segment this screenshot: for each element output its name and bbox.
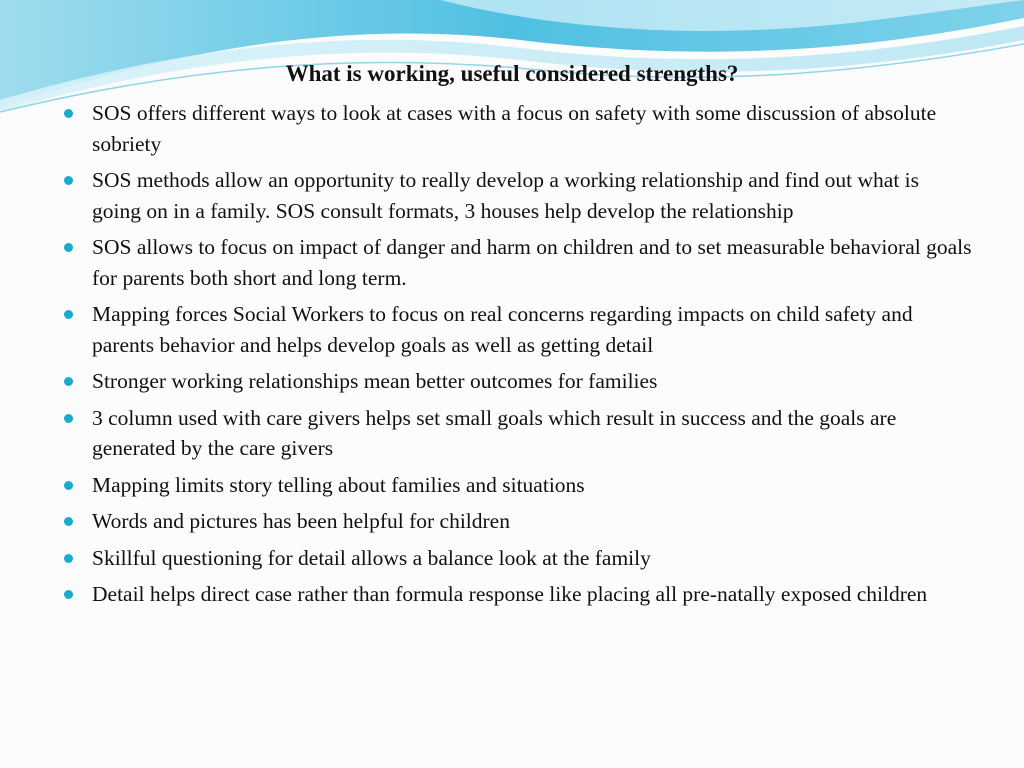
bullet-icon [64,517,73,526]
bullet-text: Skillful questioning for detail allows a balance look at the family [92,545,651,570]
bullet-text: SOS methods allow an opportunity to really develop a working relationship and find out what is going on in a family. SOS consult formats, 3 houses help develop the relationship [92,168,920,223]
list-item [62,470,972,501]
list-item [62,579,972,610]
bullet-icon [64,310,73,319]
bullet-text: Stronger working relationships mean better outcomes for families [92,369,658,393]
bullet-icon [64,176,73,185]
bullet-text: Words and pictures has been helpful for children [92,509,510,533]
list-item [62,543,972,574]
bullet-icon [64,590,73,599]
bullet-text: SOS allows to focus on impact of danger and harm on children and to set measurable behavioral goals for parents both short and long term. [92,235,972,290]
list-item [62,98,972,159]
list-item [62,366,972,397]
list-item [62,506,972,537]
bullet-icon [64,481,73,490]
bullet-list [62,98,972,616]
slide-title: What is working, useful considered strengths? [285,61,739,86]
bullet-icon [64,377,73,386]
list-item [62,232,972,293]
bullet-icon [64,243,73,252]
bullet-text: Detail helps direct case rather than formula response like placing all pre-natally exposed children [92,582,928,606]
bullet-icon [64,414,73,423]
bullet-text: Mapping forces Social Workers to focus on real concerns regarding impacts on child safety and parents behavior and helps develop goals as well as getting detail [92,302,913,357]
list-item [62,299,972,360]
bullet-text: SOS offers different ways to look at cases with a focus on safety with some discussion of absolute sobriety [92,101,937,156]
list-item [62,165,972,226]
bullet-text: 3 column used with care givers helps set small goals which result in success and the goals are generated by the care givers [92,405,897,460]
list-item [62,403,972,464]
bullet-icon [64,554,73,563]
bullet-icon [64,109,73,118]
bullet-text: Mapping limits story telling about families and situations [92,472,585,497]
